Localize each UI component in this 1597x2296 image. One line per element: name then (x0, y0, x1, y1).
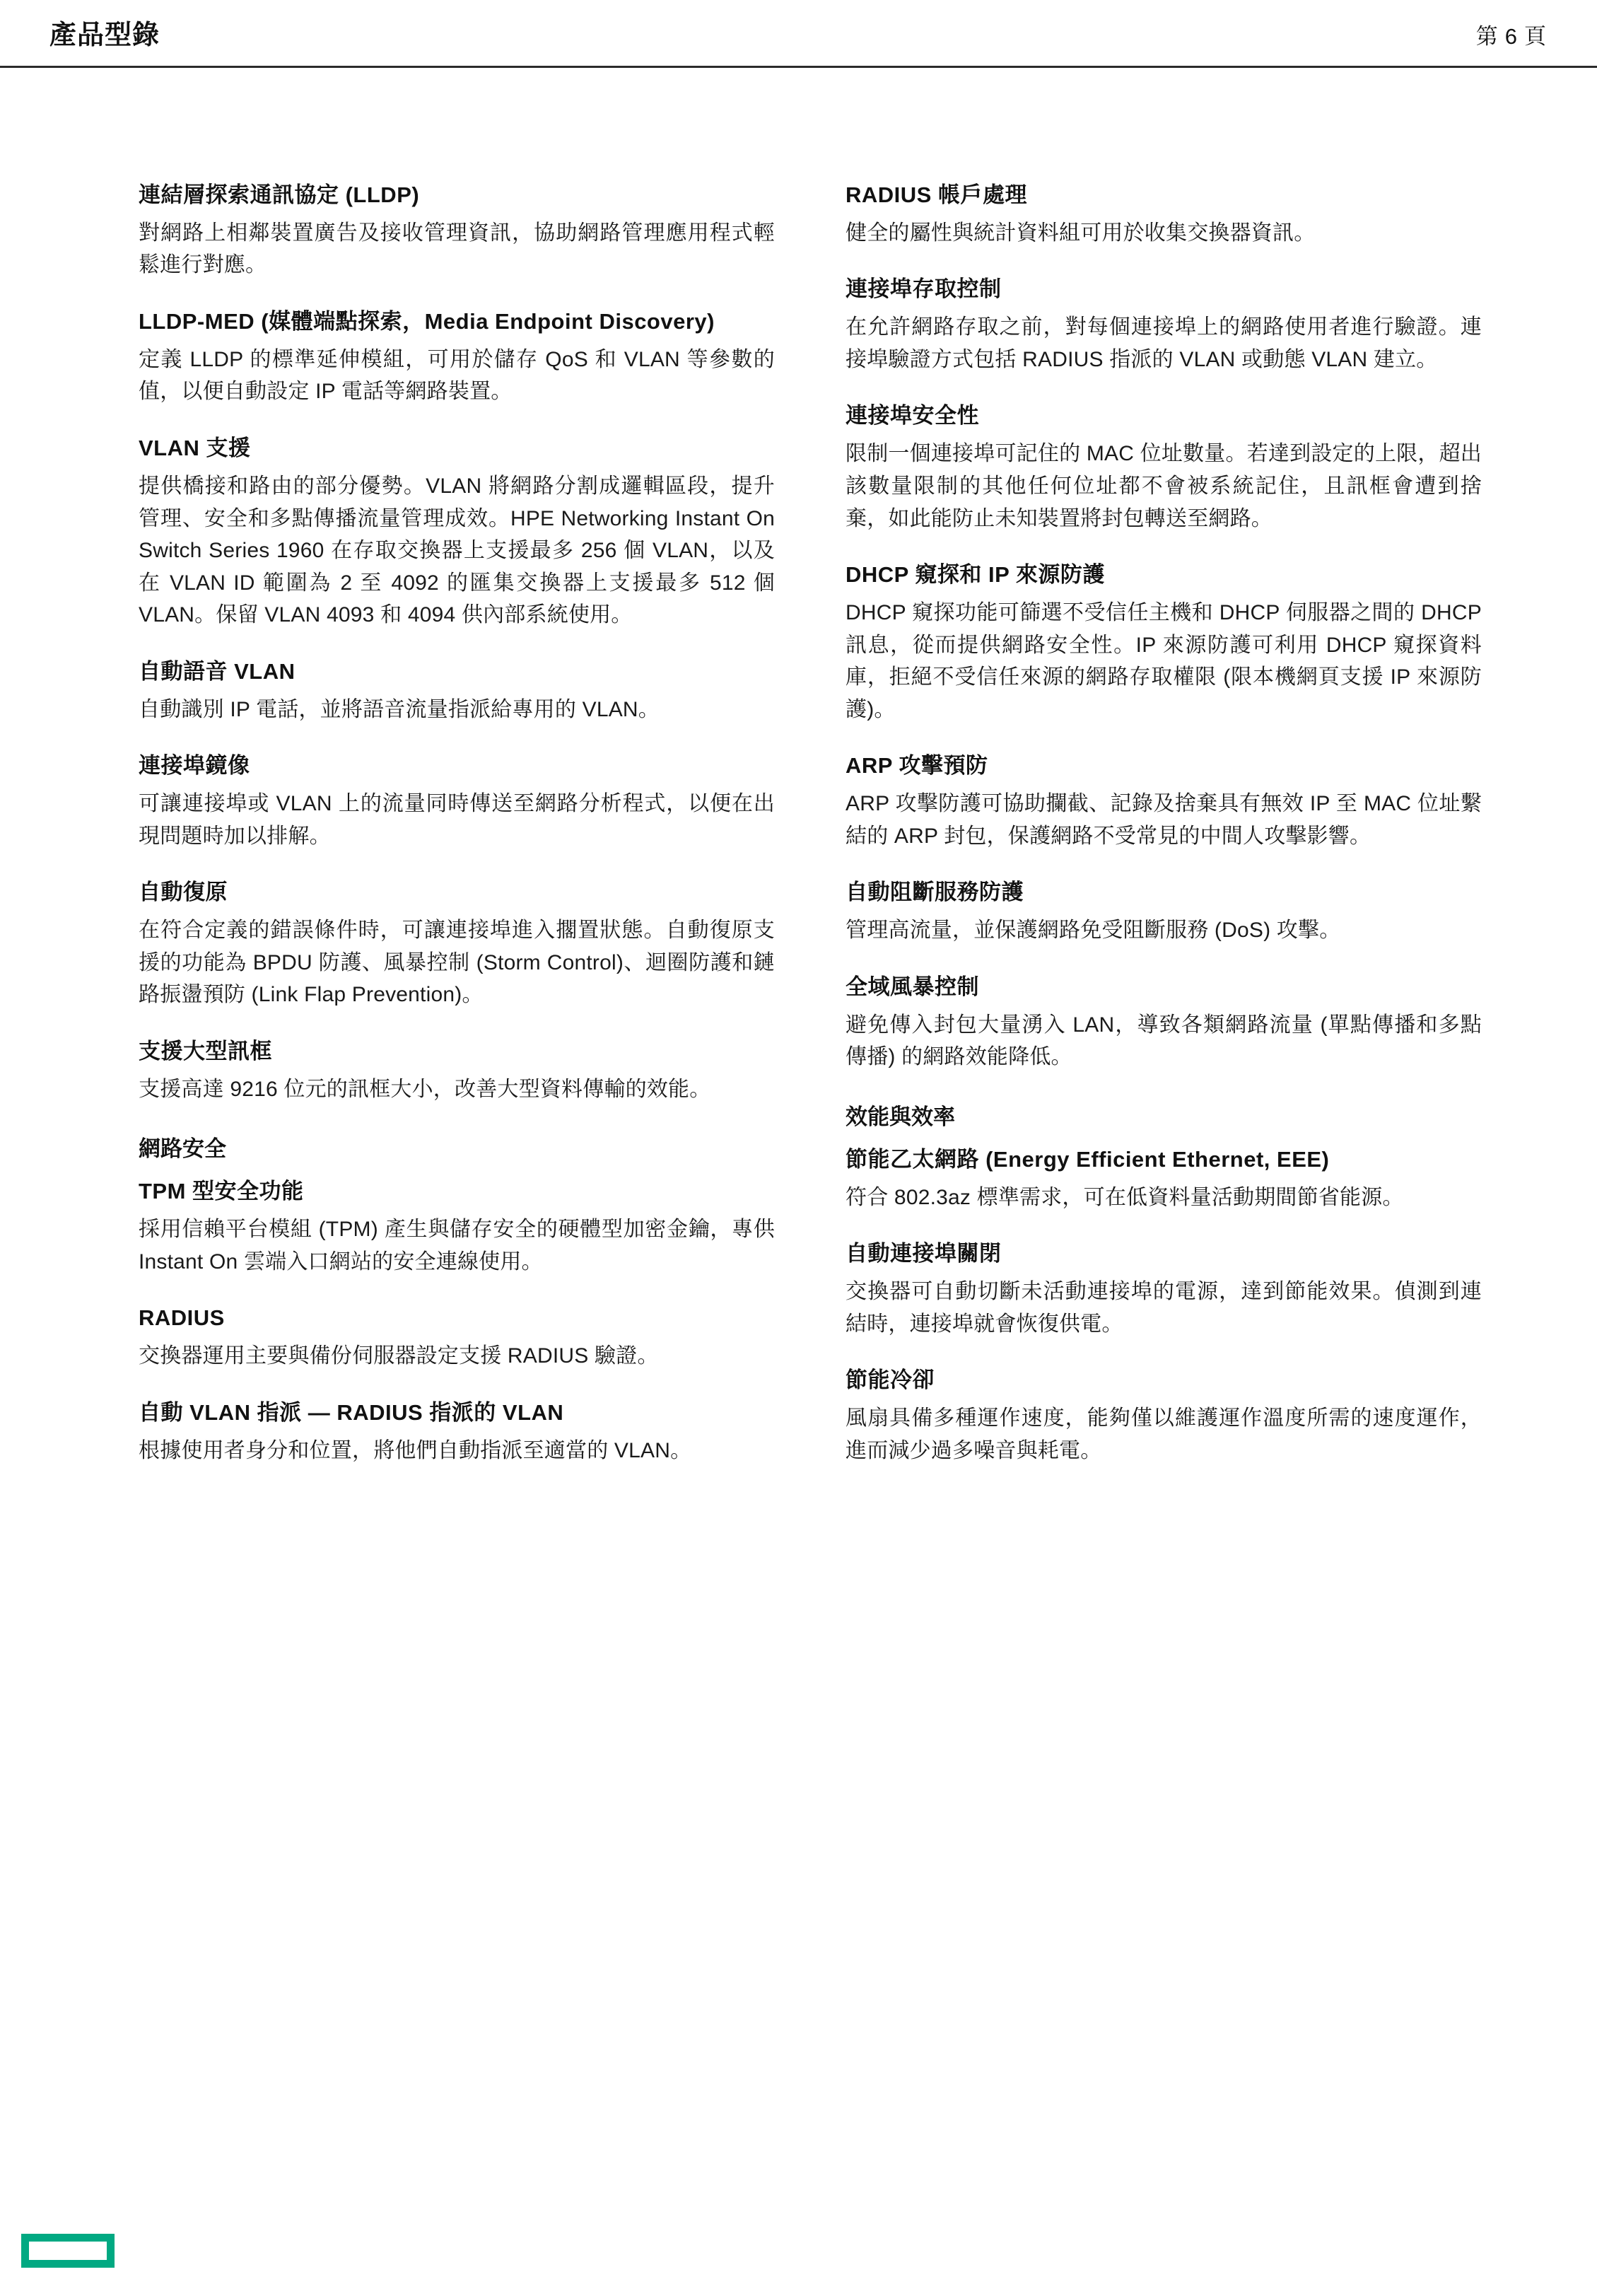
feature-body: 定義 LLDP 的標準延伸模組，可用於儲存 QoS 和 VLAN 等參數的值，以便自動設定 IP 電話等網路裝置。 (139, 347, 775, 404)
feature-heading: DHCP 窺探和 IP 來源防護 (846, 562, 1105, 588)
feature-block-radius (139, 1303, 775, 1372)
feature-body: 對網路上相鄰裝置廣告及接收管理資訊，協助網路管理應用程式輕鬆進行對應。 (139, 221, 775, 277)
page-header (0, 0, 1597, 68)
feature-heading: VLAN 支援 (139, 436, 251, 461)
feature-block-port-security (846, 401, 1482, 535)
page-prefix: 第 (1475, 24, 1499, 49)
feature-body: 提供橋接和路由的部分優勢。VLAN 將網路分割成邏輯區段，提升管理、安全和多點傳播流量管理成效。HPE Networking Instant On Switch Series 1960 在存取交換器上支援最多 256 個 VLAN，以及在 VLAN ID 範圍為 2 至 4092 的匯集交換器上支援最多 512 個 VLAN。保留 VLAN 4093 和 4094 供內部系統使用。 (139, 474, 775, 627)
feature-heading: 自動 VLAN 指派 — RADIUS 指派的 VLAN (139, 1399, 564, 1425)
feature-heading: 節能冷卻 (846, 1368, 935, 1393)
page-title: 產品型錄 (49, 21, 160, 50)
feature-block-lldp-med (139, 307, 775, 408)
feature-block-lldp (139, 180, 775, 281)
feature-body: 交換器運用主要與備份伺服器設定支援 RADIUS 驗證。 (139, 1344, 659, 1368)
feature-body: 支援高達 9216 位元的訊框大小，改善大型資料傳輸的效能。 (139, 1077, 711, 1101)
page-suffix: 頁 (1524, 24, 1548, 49)
page-number: 6 (1504, 24, 1519, 49)
section-performance-efficiency (846, 1099, 1482, 1131)
feature-block-auto-vlan-assign (139, 1398, 775, 1467)
feature-block-vlan-support (139, 433, 775, 631)
feature-block-dhcp-snooping (846, 560, 1482, 725)
feature-block-port-mirroring (139, 751, 775, 852)
feature-heading: 支援大型訊框 (139, 1038, 272, 1063)
feature-heading: 連結層探索通訊協定 (LLDP) (139, 182, 420, 207)
feature-block-eee (846, 1145, 1482, 1213)
feature-heading: 自動連接埠關閉 (846, 1241, 1002, 1266)
feature-body: 在允許網路存取之前，對每個連接埠上的網路使用者進行驗證。連接埠驗證方式包括 RADIUS 指派的 VLAN 或動態 VLAN 建立。 (846, 315, 1482, 371)
page-number-label (1476, 0, 1548, 50)
feature-body: 風扇具備多種運作速度，能夠僅以維護運作溫度所需的速度運作，進而減少過多噪音與耗電。 (846, 1406, 1482, 1462)
hpe-logo-icon (21, 2234, 115, 2268)
feature-body: 避免傳入封包大量湧入 LAN，導致各類網路流量 (單點傳播和多點傳播) 的網路效能降低。 (846, 1013, 1482, 1069)
feature-heading: 自動阻斷服務防護 (846, 880, 1024, 905)
feature-body: 交換器可自動切斷未活動連接埠的電源，達到節能效果。偵測到連結時，連接埠就會恢復供電。 (846, 1280, 1482, 1336)
feature-block-radius-accounting (846, 180, 1482, 249)
feature-block-tpm (139, 1177, 775, 1278)
feature-heading: 連接埠安全性 (846, 403, 979, 429)
feature-heading: TPM 型安全功能 (139, 1179, 304, 1204)
left-column (139, 180, 775, 1492)
feature-body: 可讓連接埠或 VLAN 上的流量同時傳送至網路分析程式，以便在出現問題時加以排解。 (139, 792, 775, 848)
feature-block-dos-protection (846, 878, 1482, 946)
feature-block-energy-saving-cooling (846, 1365, 1482, 1467)
section-title: 效能與效率 (846, 1104, 955, 1129)
feature-body: 符合 802.3az 標準需求，可在低資料量活動期間節省能源。 (846, 1185, 1404, 1209)
feature-block-global-storm-control (846, 972, 1482, 1073)
feature-block-auto-recovery (139, 878, 775, 1011)
page-content (139, 180, 1482, 1492)
feature-body: 管理高流量，並保護網路免受阻斷服務 (DoS) 攻擊。 (846, 919, 1341, 943)
feature-block-jumbo-frames (139, 1037, 775, 1105)
feature-body: 自動識別 IP 電話，並將語音流量指派給專用的 VLAN。 (139, 697, 660, 721)
feature-heading: 連接埠存取控制 (846, 276, 1002, 302)
feature-heading: ARP 攻擊預防 (846, 753, 988, 779)
feature-heading: RADIUS (139, 1305, 225, 1331)
feature-heading: 全域風暴控制 (846, 974, 979, 999)
feature-body: 在符合定義的錯誤條件時，可讓連接埠進入擱置狀態。自動復原支援的功能為 BPDU 防護、風暴控制 (Storm Control)、迴圈防護和鏈路振盪預防 (Link Flap Prevention)。 (139, 919, 775, 1007)
feature-block-auto-voice-vlan (139, 657, 775, 725)
feature-body: 採用信賴平台模組 (TPM) 產生與儲存安全的硬體型加密金鑰，專供 Instant On 雲端入口網站的安全連線使用。 (139, 1218, 775, 1274)
feature-heading: 自動語音 VLAN (139, 658, 296, 684)
feature-heading: 連接埠鏡像 (139, 753, 250, 779)
section-network-security (139, 1131, 775, 1162)
feature-block-auto-port-shutdown (846, 1239, 1482, 1340)
right-column (846, 180, 1482, 1492)
feature-heading: 自動復原 (139, 880, 228, 905)
feature-body: DHCP 窺探功能可篩選不受信任主機和 DHCP 伺服器之間的 DHCP 訊息，從而提供網路安全性。IP 來源防護可利用 DHCP 窺探資料庫，拒絕不受信任來源的網路存取權限 (限本機網頁支援 IP 來源防護)。 (846, 600, 1482, 721)
feature-heading: RADIUS 帳戶處理 (846, 182, 1027, 207)
feature-body: 根據使用者身分和位置，將他們自動指派至適當的 VLAN。 (139, 1438, 692, 1462)
feature-heading: LLDP-MED (媒體端點探索，Media Endpoint Discovery) (139, 309, 715, 334)
feature-body: 健全的屬性與統計資料組可用於收集交換器資訊。 (846, 221, 1316, 245)
feature-body: 限制一個連接埠可記住的 MAC 位址數量。若達到設定的上限，超出該數量限制的其他任何位址都不會被系統記住，且訊框會遭到捨棄，如此能防止未知裝置將封包轉送至網路。 (846, 442, 1482, 530)
feature-block-port-access-control (846, 274, 1482, 375)
section-title: 網路安全 (139, 1136, 226, 1162)
feature-heading: 節能乙太網路 (Energy Efficient Ethernet, EEE) (846, 1146, 1330, 1172)
feature-body: ARP 攻擊防護可協助攔截、記錄及捨棄具有無效 IP 至 MAC 位址繫結的 ARP 封包，保護網路不受常見的中間人攻擊影響。 (846, 792, 1482, 848)
feature-block-arp-attack-protection (846, 751, 1482, 852)
